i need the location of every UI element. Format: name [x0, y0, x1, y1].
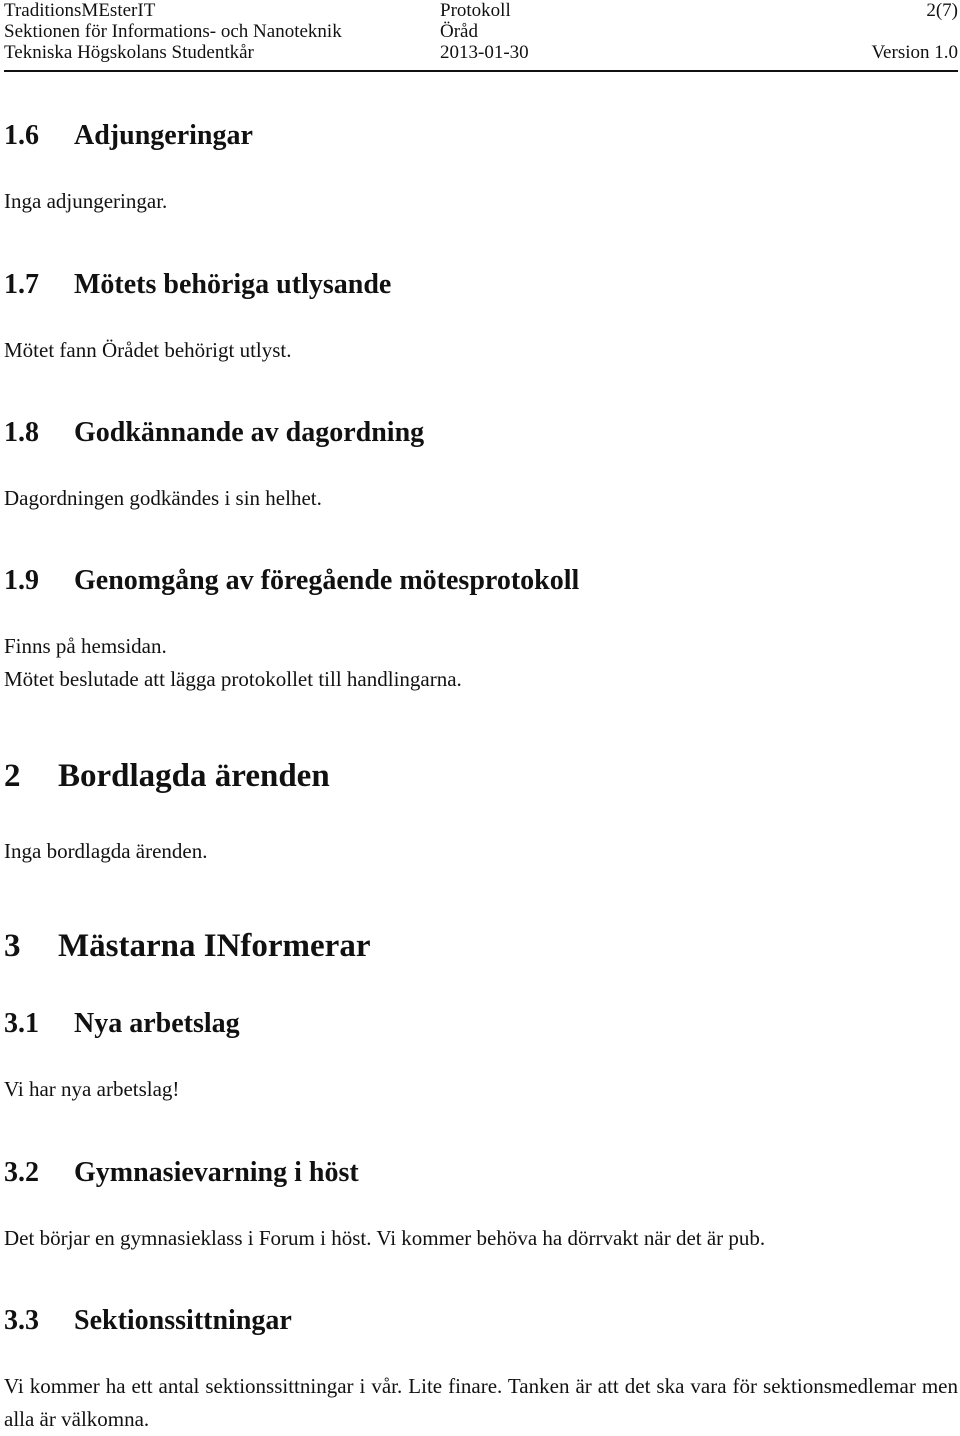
header-org: TraditionsMEsterIT: [4, 0, 156, 21]
header-date: 2013-01-30: [440, 42, 529, 63]
heading-title: Godkännande av dagordning: [74, 417, 425, 448]
heading-number: 3: [4, 928, 21, 964]
heading-title: Gymnasievarning i höst: [74, 1157, 359, 1188]
paragraph-2: Inga bordlagda ärenden.: [4, 839, 208, 863]
heading-title: Genomgång av föregående mötesprotokoll: [74, 565, 580, 596]
header-row-3: [4, 42, 958, 64]
heading-1-7: [4, 268, 391, 302]
paragraph-3-2: Det börjar en gymnasieklass i Forum i höst. Vi kommer behöva ha dörrvakt när det är pub.: [4, 1226, 766, 1250]
paragraph-1-8: Dagordningen godkändes i sin helhet.: [4, 486, 322, 510]
heading-1-6: [4, 119, 253, 153]
heading-title: Sektionssittningar: [74, 1305, 292, 1336]
heading-1-8: [4, 416, 424, 450]
header-page-number: 2(7): [926, 0, 958, 21]
heading-title: Mötets behöriga utlysande: [74, 269, 392, 300]
paragraph-3-1: Vi har nya arbetslag!: [4, 1077, 180, 1101]
header-row-1: [4, 0, 958, 22]
header-board: Öråd: [440, 21, 478, 42]
paragraph-1-7: Mötet fann Örådet behörigt utlyst.: [4, 338, 292, 362]
heading-2: [4, 756, 330, 796]
header-union-name: Tekniska Högskolans Studentkår: [4, 42, 254, 63]
paragraph-1-9-a: Finns på hemsidan.: [4, 634, 167, 658]
heading-title: Mästarna INformerar: [58, 928, 371, 964]
heading-title: Nya arbetslag: [74, 1008, 240, 1039]
heading-3-2: [4, 1156, 359, 1190]
heading-3-1: [4, 1007, 240, 1041]
heading-number: 3.3: [4, 1305, 39, 1336]
heading-number: 2: [4, 758, 21, 794]
heading-title: Bordlagda ärenden: [58, 758, 330, 794]
paragraph-3-3: Vi kommer ha ett antal sektionssittningar i vår. Lite finare. Tanken är att det ska vara för sektionsmedlemar men alla är välkomna.: [4, 1374, 958, 1431]
header-version: Version 1.0: [871, 42, 958, 63]
heading-number: 1.9: [4, 565, 39, 596]
heading-number: 1.6: [4, 120, 39, 151]
heading-title: Adjungeringar: [74, 120, 253, 151]
header-rule: [4, 70, 958, 72]
heading-number: 3.1: [4, 1008, 39, 1039]
heading-3-3: [4, 1304, 292, 1338]
header-section-name: Sektionen för Informations- och Nanoteknik: [4, 21, 342, 42]
header-doc-type: Protokoll: [440, 0, 511, 21]
header-row-2: [4, 21, 958, 43]
heading-number: 1.8: [4, 417, 39, 448]
heading-3: [4, 926, 370, 966]
paragraph-1-6: Inga adjungeringar.: [4, 189, 168, 213]
heading-number: 1.7: [4, 269, 39, 300]
paragraph-1-9-b: Mötet beslutade att lägga protokollet till handlingarna.: [4, 667, 462, 691]
heading-number: 3.2: [4, 1157, 39, 1188]
heading-1-9: [4, 564, 579, 598]
